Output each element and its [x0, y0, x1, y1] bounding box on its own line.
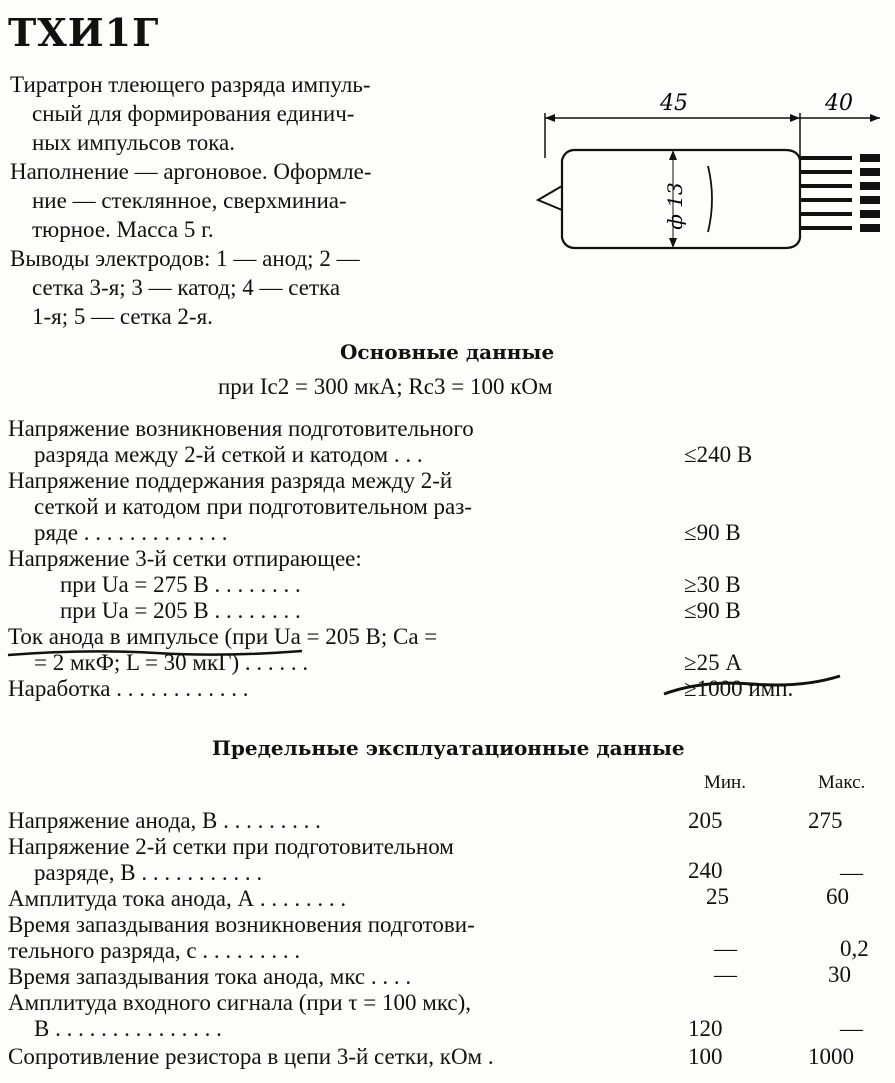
description-line: тюрное. Масса 5 г.	[32, 217, 214, 242]
description-line: сетка 3-я; 3 — катод; 4 — сетка	[32, 275, 341, 300]
description-line: ние — стеклянное, сверхминиа-	[32, 188, 347, 213]
dim-length: 45	[660, 91, 688, 116]
limit-row-max: 60	[826, 884, 849, 909]
data-row-line: ряде . . . . . . . . . . . . .	[34, 520, 228, 545]
description-line: 1-я; 5 — сетка 2-я.	[32, 304, 213, 329]
page-title: ТХИ1Г	[8, 10, 160, 55]
data-row-label: при Uа = 275 В . . . . . . . .	[60, 572, 301, 597]
limit-row-line: В . . . . . . . . . . . . . . .	[34, 1016, 222, 1041]
description-line: Тиратрон тлеющего разряда импуль-	[10, 72, 371, 97]
data-row-label: Наработка . . . . . . . . . . . .	[8, 676, 249, 701]
data-row-value: ≤240 В	[684, 442, 753, 467]
limit-row-label	[8, 834, 454, 886]
limit-row-label: Сопротивление резистора в цепи 3-й сетки, кОм .	[8, 1044, 494, 1069]
main-data-table	[8, 416, 888, 716]
limit-row-min: —	[714, 936, 737, 961]
limits-section-heading: Предельные эксплуатационные данные	[212, 736, 685, 760]
dim-leads: 40	[825, 91, 853, 116]
data-row-label: при Uа = 205 В . . . . . . . .	[60, 598, 301, 623]
data-row-label: Напряжение 3-й сетки отпирающее:	[8, 546, 362, 571]
limit-row-line: разряде, В . . . . . . . . . . .	[34, 860, 263, 885]
limit-row-min: 240	[688, 858, 723, 883]
limit-row-min: 100	[688, 1044, 723, 1069]
data-row-line: Напряжение поддержания разряда между 2-й	[8, 468, 453, 493]
description-line: сный для формирования единич-	[32, 101, 355, 126]
data-row-value: ≥1000 имп.	[684, 676, 794, 701]
handwritten-underline	[6, 645, 306, 659]
data-row-line: разряда между 2-й сеткой и катодом . . .	[34, 442, 423, 467]
limit-row-max: —	[840, 1016, 863, 1041]
limit-row-label: Напряжение анода, В . . . . . . . . .	[8, 808, 321, 833]
limit-row-line: Время запаздывания возникновения подготови-	[8, 912, 475, 937]
data-row-value: ≤90 В	[684, 598, 741, 623]
main-section-condition: при Iс2 = 300 мкА; Rс3 = 100 кОм	[218, 374, 553, 399]
column-min-header: Мин.	[704, 772, 746, 793]
limits-data-table	[8, 808, 888, 1083]
limit-row-max: 0,2	[840, 936, 869, 961]
data-row-label	[8, 468, 472, 546]
tube-drawing	[530, 88, 885, 268]
limit-row-min: 120	[688, 1016, 723, 1041]
limit-row-label: Амплитуда тока анода, А . . . . . . . .	[8, 886, 347, 911]
main-section-heading: Основные данные	[340, 340, 555, 364]
data-row-label	[8, 416, 474, 468]
data-row-value: ≥30 В	[684, 572, 741, 597]
limit-row-max: —	[840, 860, 863, 885]
data-row-value: ≥25 А	[684, 650, 742, 675]
data-row-line: Напряжение возникновения подготовительного	[8, 416, 474, 441]
data-row-value: ≤90 В	[684, 520, 741, 545]
column-max-header: Макс.	[818, 772, 866, 793]
data-row-line: сеткой и катодом при подготовительном раз-	[34, 494, 473, 519]
limit-row-label	[8, 990, 471, 1042]
limit-row-min: 205	[688, 808, 723, 833]
description-line: Выводы электродов: 1 — анод; 2 —	[10, 246, 360, 271]
limit-row-label	[8, 912, 475, 964]
handwritten-strike	[662, 672, 842, 702]
dim-diameter: ф 13	[663, 182, 687, 230]
limit-row-line: тельного разряда, с . . . . . . . . .	[8, 938, 301, 963]
limit-row-min: —	[714, 962, 737, 987]
limit-row-label: Время запаздывания тока анода, мкс . . . .	[8, 964, 412, 989]
limit-row-line: Напряжение 2-й сетки при подготовительном	[8, 834, 454, 859]
limit-row-max: 275	[808, 808, 843, 833]
description-line: ных импульсов тока.	[32, 130, 235, 155]
data-row-line: = 2 мкФ; L = 30 мкГ) . . . . . .	[34, 650, 309, 675]
limit-row-line: Амплитуда входного сигнала (при τ = 100 мкс),	[8, 990, 472, 1015]
description	[10, 70, 371, 331]
limit-row-min: 25	[706, 884, 729, 909]
limit-row-max: 1000	[808, 1044, 854, 1069]
limit-row-max: 30	[828, 962, 851, 987]
data-row-line: Ток анода в импульсе (при Uа = 205 В; Са =	[8, 624, 438, 649]
description-line: Наполнение — аргоновое. Оформле-	[10, 159, 372, 184]
